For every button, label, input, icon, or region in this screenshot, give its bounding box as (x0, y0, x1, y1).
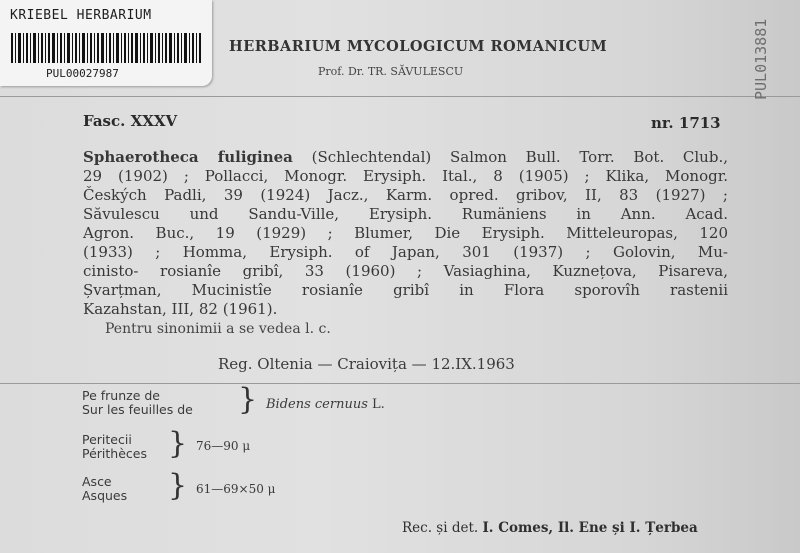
asci-label-fr: Asques (82, 488, 128, 503)
herbarium-name: KRIEBEL HERBARIUM (10, 8, 152, 23)
citation-block (83, 148, 728, 319)
brace: } (238, 382, 258, 417)
brace: } (168, 426, 188, 461)
herbarium-barcode-tag (0, 0, 212, 86)
citation-line: 29 (1902) ; Pollacci, Monogr. Erysiph. Ital., 8 (1905) ; Klika, Monogr. (83, 167, 728, 185)
collection-author: Prof. Dr. TR. SĂVULESCU (318, 65, 464, 78)
handwritten-annotation: PUL013881 (752, 18, 770, 100)
citation-line: (1933) ; Homma, Erysiph. of Japan, 301 (1937) ; Golovin, Mu- (83, 243, 728, 261)
fascicle-label: Fasc. XXXV (83, 112, 178, 130)
citation-line: Agron. Buc., 19 (1929) ; Blumer, Die Erysiph. Mitteleuropas, 120 (83, 224, 728, 242)
locality-date: Reg. Oltenia — Craiovița — 12.IX.1963 (218, 355, 515, 373)
perithecia-label-fr: Périthèces (82, 446, 147, 461)
species-authority: (Schlechtendal) Salmon Bull. Torr. Bot. Club., (311, 148, 728, 166)
collector-names: I. Comes, Il. Ene și I. Țerbea (482, 520, 698, 536)
perithecia-label-ro: Peritecii (82, 432, 132, 447)
specimen-number: nr. 1713 (651, 114, 721, 132)
collector-prefix: Rec. și det. (402, 520, 479, 536)
citation-line: Săvulescu und Sandu-Ville, Erysiph. Rumäniens in Ann. Acad. (83, 205, 728, 223)
collector-line (402, 520, 698, 536)
synonymy-note: Pentru sinonimii a se vedea l. c. (105, 321, 331, 337)
asci-size: 61—69×50 μ (196, 482, 276, 496)
citation-line: Șvarțman, Mucinistîe rosianîe gribî in Flora sporovîh rastenii (83, 281, 728, 299)
host-label-ro: Pe frunze de (82, 388, 160, 403)
perithecia-size: 76—90 μ (196, 439, 251, 453)
collection-title: HERBARIUM MYCOLOGICUM ROMANICUM (229, 38, 608, 55)
divider-line (0, 383, 800, 384)
barcode-number: PUL00027987 (46, 67, 119, 80)
citation-line (83, 148, 728, 167)
host-plant (266, 397, 385, 412)
brace: } (168, 468, 188, 503)
citation-line: Kazahstan, III, 82 (1961). (83, 300, 278, 318)
citation-line: Českých Padli, 39 (1924) Jacz., Karm. opred. gribov, II, 83 (1927) ; (83, 186, 728, 204)
host-plant-author: L. (372, 397, 385, 412)
host-label-fr: Sur les feuilles de (82, 402, 193, 417)
divider-line (0, 96, 800, 97)
asci-label-ro: Asce (82, 474, 112, 489)
species-name: Sphaerotheca fuliginea (83, 148, 293, 166)
host-plant-name: Bidens cernuus (266, 397, 368, 412)
barcode-image (11, 33, 201, 63)
citation-line: cinisto- rosianîe gribî, 33 (1960) ; Vasiaghina, Kuznețova, Pisareva, (83, 262, 728, 280)
